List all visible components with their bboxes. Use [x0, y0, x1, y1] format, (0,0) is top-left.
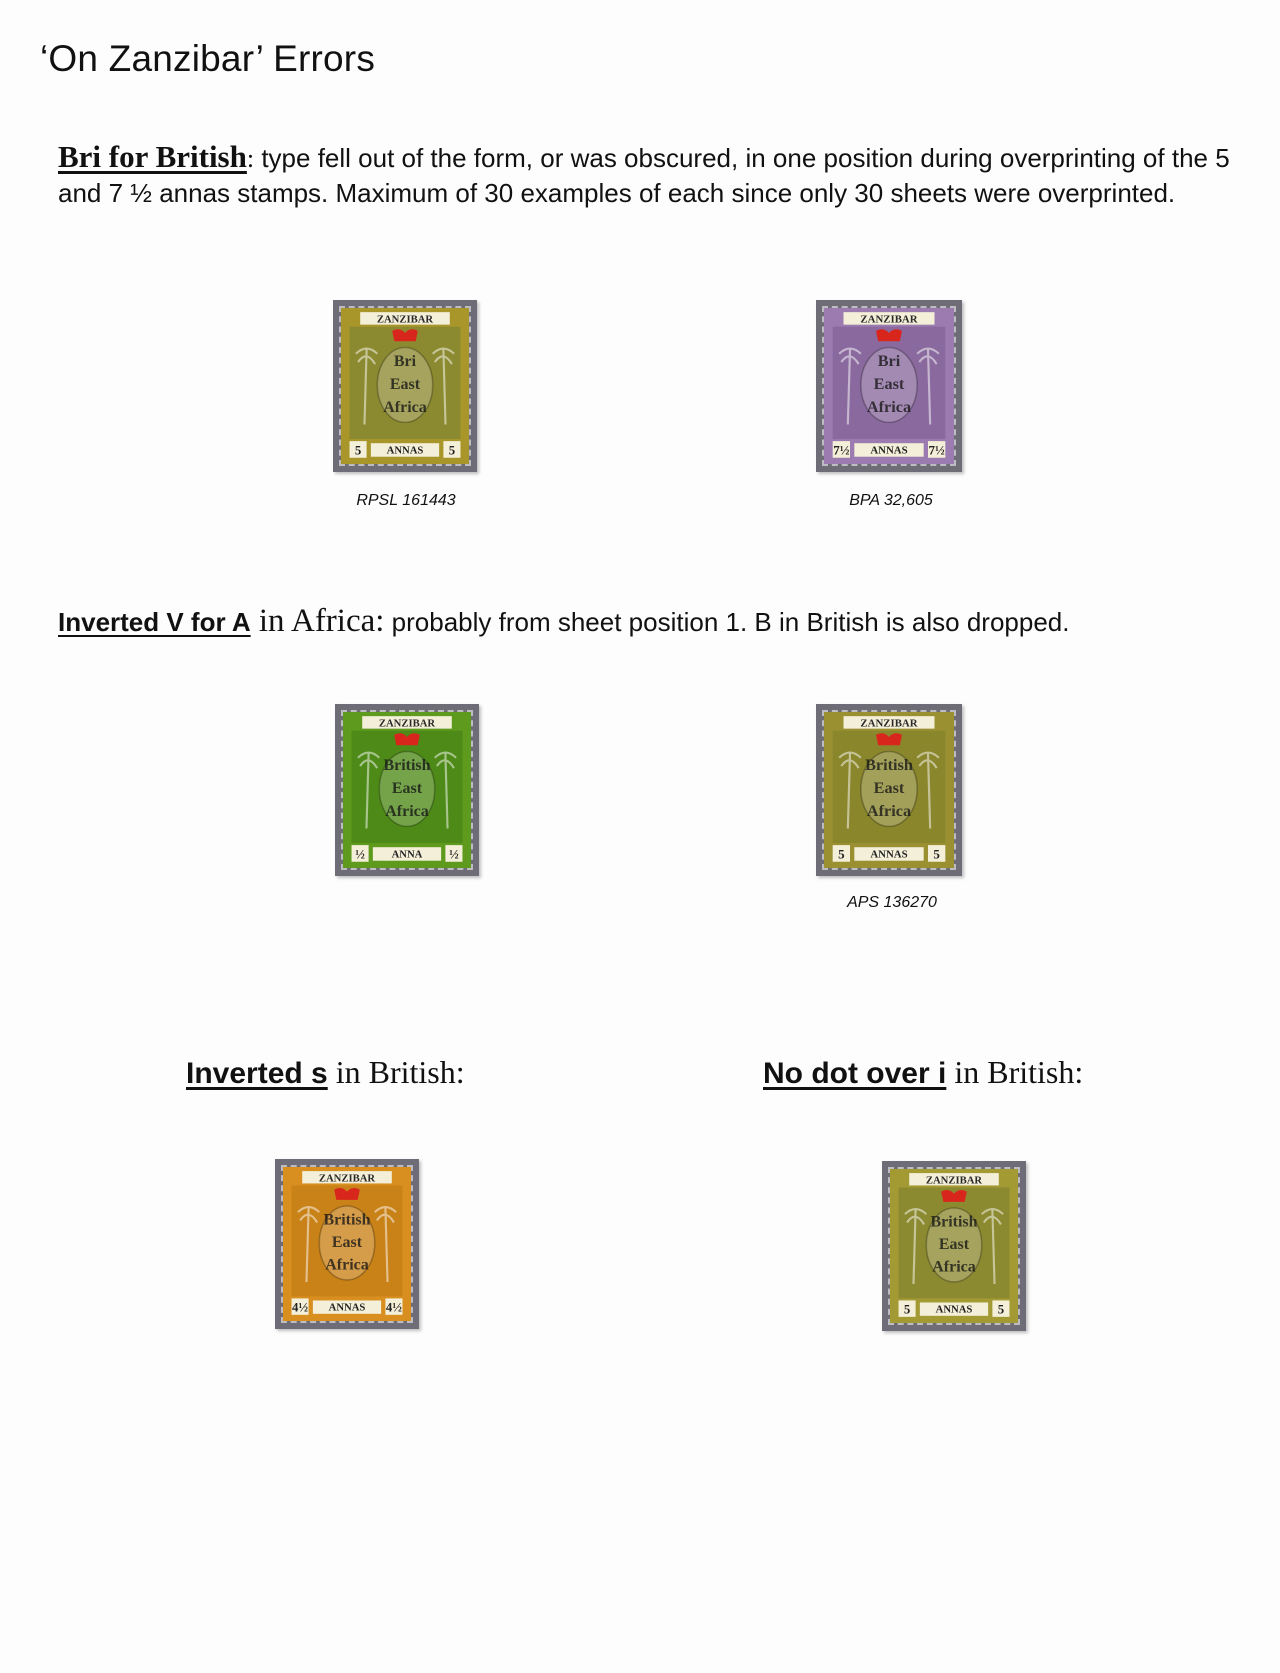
- page-title: ‘On Zanzibar’ Errors: [40, 38, 376, 79]
- bri-for-british-section: [58, 139, 1238, 211]
- stamp-2: [822, 306, 956, 466]
- stamp-mount-4: [816, 704, 962, 876]
- stamp-mount-5: [275, 1159, 419, 1329]
- bri-for-british-heading: Bri for British: [58, 139, 247, 174]
- stamp-6-overprint-1: British: [930, 1213, 978, 1231]
- stamp-2-overprint-3: Africa: [866, 399, 912, 416]
- stamp-3-value-right: ½: [449, 847, 459, 862]
- stamp-2-overprint-1: Bri: [877, 353, 901, 371]
- stamp-5-overprint-3: Africa: [325, 1256, 369, 1274]
- stamp-mount-1: [333, 300, 477, 472]
- stamp-3-overprint-3: Africa: [385, 803, 429, 820]
- stamp-1-art: [341, 308, 469, 464]
- stamp-mount-6: [882, 1161, 1026, 1331]
- inverted-v-section: [58, 604, 1238, 640]
- stamp-6-label: ZANZIBAR: [925, 1175, 983, 1187]
- stamp-4-value-right: 5: [933, 847, 940, 862]
- stamp-5-overprint-2: East: [331, 1234, 363, 1252]
- no-dot-heading-line: [763, 1054, 1083, 1091]
- inverted-s-heading-line: [186, 1054, 465, 1091]
- stamp-1: [339, 306, 471, 466]
- stamp-2-label: ZANZIBAR: [860, 314, 918, 326]
- inverted-v-heading: Inverted V for A: [58, 607, 251, 637]
- stamp-6-value-left: 5: [903, 1302, 911, 1317]
- stamp-3-overprint-1: British: [383, 757, 431, 775]
- stamp-4: [822, 710, 956, 870]
- stamp-5-unit: ANNAS: [328, 1302, 366, 1314]
- bri-for-british-body: type fell out of the form, or was obscured, in one position during overprinting of the 5 and 7 ½ annas stamps. Maximum of 30 examples of each since only 30 sheets were overprinted.: [58, 143, 1230, 208]
- stamp-1-value-left: 5: [354, 443, 362, 458]
- stamp-mount-2: [816, 300, 962, 472]
- stamp-5: [281, 1165, 413, 1323]
- stamp-2-value-left: 7½: [833, 443, 850, 458]
- stamp-3-value-left: ½: [355, 847, 365, 862]
- no-dot-heading: No dot over i: [763, 1057, 947, 1090]
- stamp-6-overprint-2: East: [938, 1236, 970, 1254]
- inverted-v-serif: in Africa:: [250, 603, 385, 639]
- inverted-v-body: probably from sheet position 1. B in British is also dropped.: [384, 607, 1070, 637]
- stamp-5-value-left: 4½: [292, 1300, 309, 1315]
- stamp-2-unit: ANNAS: [870, 445, 908, 457]
- stamp-6-unit: ANNAS: [935, 1304, 973, 1316]
- stamp-5-art: [283, 1167, 411, 1321]
- stamp-2-value-right: 7½: [928, 443, 945, 458]
- stamp-1-value-right: 5: [448, 443, 456, 458]
- stamp-5-overprint-1: British: [323, 1211, 371, 1229]
- stamp-1-overprint-2: East: [389, 376, 421, 394]
- stamp-1-unit: ANNAS: [386, 445, 424, 457]
- stamp-6-overprint-3: Africa: [932, 1258, 976, 1276]
- stamp-1-label: ZANZIBAR: [376, 314, 434, 326]
- stamp-6: [888, 1167, 1020, 1325]
- stamp-4-overprint-3: Africa: [866, 803, 912, 820]
- stamp-1-overprint-3: Africa: [383, 399, 427, 416]
- stamp-2-overprint-2: East: [873, 376, 905, 394]
- stamp-caption-2: BPA 32,605: [849, 492, 933, 509]
- inverted-s-heading: Inverted s: [186, 1057, 328, 1090]
- inverted-s-serif: in British:: [327, 1054, 465, 1090]
- stamp-6-value-right: 5: [997, 1302, 1005, 1317]
- stamp-5-label: ZANZIBAR: [318, 1173, 376, 1185]
- stamp-3-label: ZANZIBAR: [378, 718, 436, 730]
- stamp-4-value-left: 5: [838, 847, 845, 862]
- stamp-3-art: [343, 712, 471, 868]
- stamp-5-value-right: 4½: [385, 1300, 402, 1315]
- stamp-4-overprint-1: British: [865, 757, 913, 775]
- stamp-3: [341, 710, 473, 870]
- stamp-4-label: ZANZIBAR: [860, 718, 918, 730]
- bri-for-british-colon: :: [246, 144, 255, 173]
- stamp-3-unit: ANNA: [391, 849, 423, 861]
- no-dot-serif: in British:: [946, 1054, 1084, 1090]
- stamp-2-art: [824, 308, 954, 464]
- stamp-caption-1: RPSL 161443: [356, 492, 456, 509]
- stamp-4-art: [824, 712, 954, 868]
- stamp-4-unit: ANNAS: [870, 849, 908, 861]
- stamp-caption-4: APS 136270: [847, 894, 937, 911]
- stamp-6-art: [890, 1169, 1018, 1323]
- stamp-4-overprint-2: East: [873, 780, 905, 798]
- stamp-1-overprint-1: Bri: [393, 353, 417, 371]
- stamp-3-overprint-2: East: [391, 780, 423, 798]
- stamp-mount-3: [335, 704, 479, 876]
